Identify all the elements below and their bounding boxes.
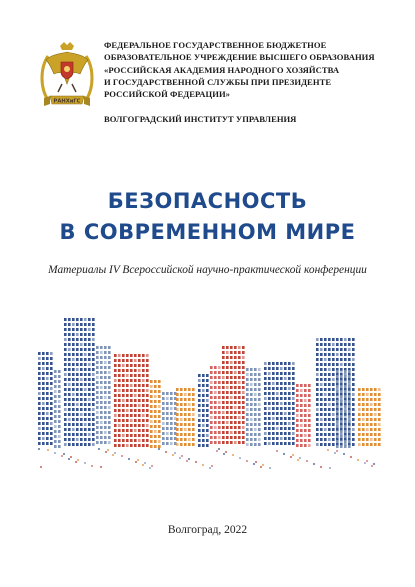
- book-title: [0, 186, 415, 248]
- header-line: РОССИЙСКОЙ ФЕДЕРАЦИИ»: [104, 89, 231, 100]
- organization-header: [104, 39, 404, 100]
- header-line: ФЕДЕРАЛЬНОЕ ГОСУДАРСТВЕННОЕ БЮДЖЕТНОЕ: [104, 40, 327, 50]
- title-line: БЕЗОПАСНОСТЬ: [107, 189, 308, 213]
- title-line: В СОВРЕМЕННОМ МИРЕ: [59, 220, 356, 244]
- header-line: «РОССИЙСКАЯ АКАДЕМИЯ НАРОДНОГО ХОЗЯЙСТВА: [104, 64, 340, 75]
- header-line: ОБРАЗОВАТЕЛЬНОЕ УЧРЕЖДЕНИЕ ВЫСШЕГО ОБРАЗОВАНИЯ: [104, 52, 375, 63]
- city-skyline-icon: [36, 310, 381, 470]
- institute-name: ВОЛГОГРАДСКИЙ ИНСТИТУТ УПРАВЛЕНИЯ: [104, 114, 297, 124]
- header-line: И ГОСУДАРСТВЕННОЙ СЛУЖБЫ ПРИ ПРЕЗИДЕНТЕ: [104, 76, 332, 87]
- publication-place-year: Волгоград, 2022: [167, 524, 248, 536]
- ranepa-eagle-emblem-icon: [38, 40, 96, 112]
- svg-text:РАНХиГС: РАНХиГС: [53, 98, 81, 105]
- book-subtitle: Материалы IV Всероссийской научно-практической конференции: [48, 264, 367, 276]
